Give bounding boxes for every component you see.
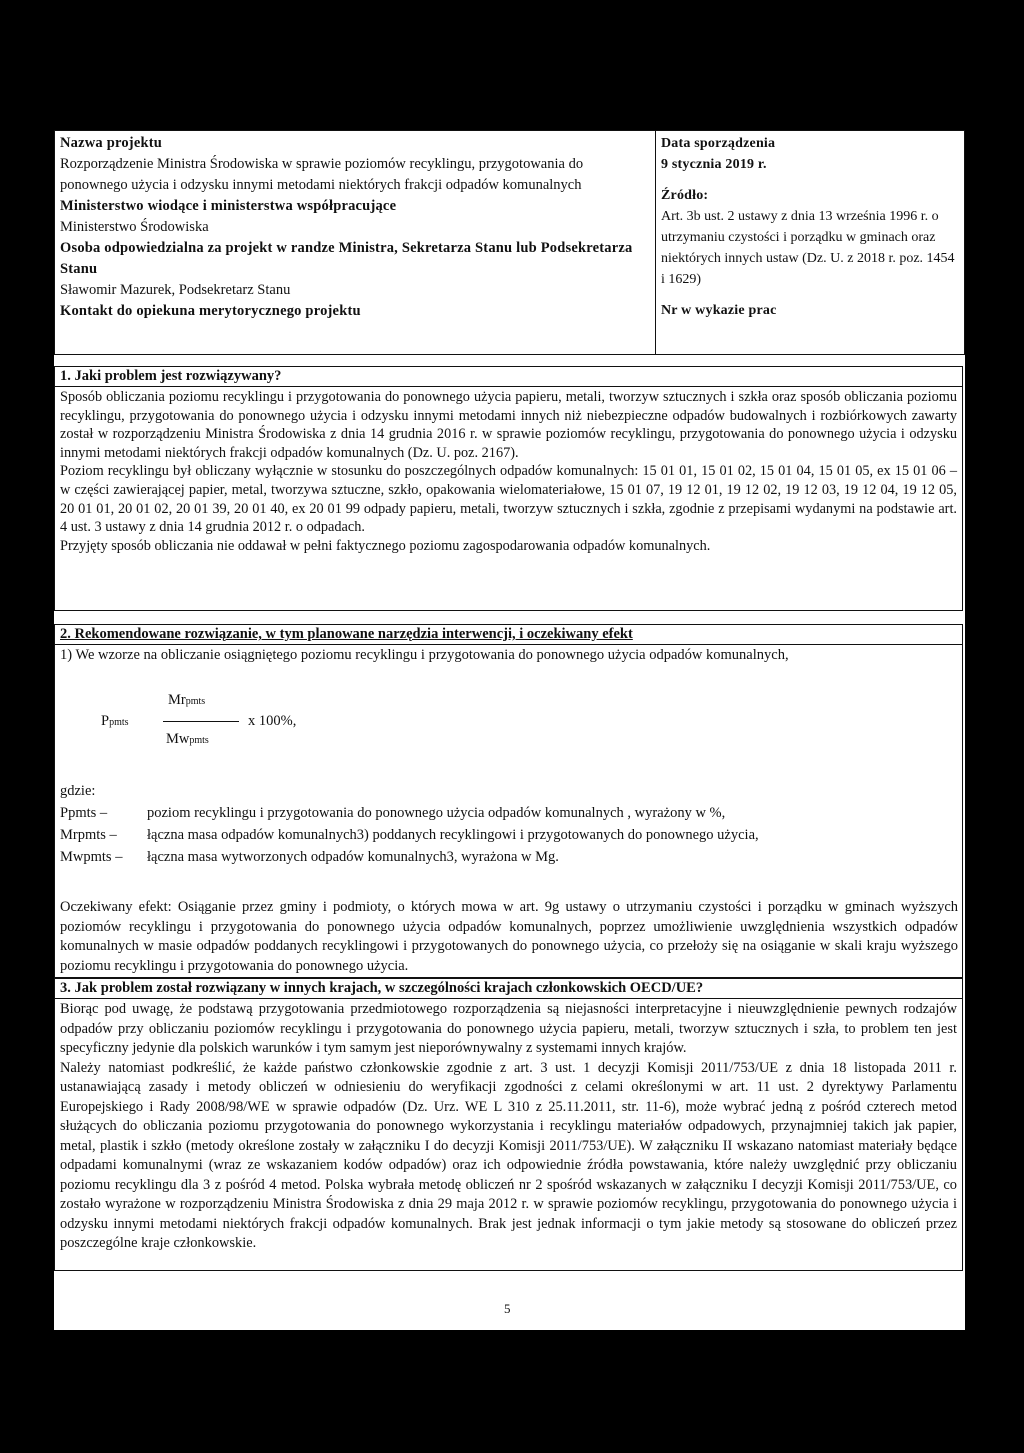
source-value: Art. 3b ust. 2 ustawy z dnia 13 września 1996 r. o utrzymaniu czystości i porządku w gminach oraz niektórych innych ustaw (Dz. U. z 2018 r. poz. 1454 i 1629) (661, 209, 955, 287)
source-label: Źródło: (661, 188, 709, 203)
definition-row (60, 846, 759, 868)
date-value: 9 stycznia 2019 r. (661, 157, 767, 172)
header-right-column (661, 133, 961, 321)
project-label: Nazwa projektu (60, 135, 163, 151)
section-1-paragraph: Poziom recyklingu był obliczany wyłącznie w stosunku do poszczególnych odpadów komunalnych: 15 01 01, 15 01 02, 15 01 04, 15 01 05, ex 15 01 06 – w części zawierającej papier, metal, tworzywa sztuczne, szkło, opakowania wielomateriałowe, 15 01 07, 19 12 01, 19 12 02, 19 12 03, 19 12 04, 19 12 05, 20 01 01, 20 01 02, 20 01 39, 20 01 40, ex 20 01 99 odpady papieru, metali, tworzyw sztucznych i szkła, zgodnie z przepisami wydanymi na podstawie art. 4 ust. 3 ustawy z dnia 14 grudnia 2012 r. o odpadach. (60, 463, 957, 536)
section-3 (54, 978, 963, 1271)
definition-value: łączna masa wytworzonych odpadów komunalnych3, wyrażona w Mg. (147, 849, 559, 865)
person-label: Osoba odpowiedzialna za projekt w randze Ministra, Sekretarza Stanu lub Podsekretarza Stanu (60, 240, 633, 277)
definition-key: Mrpmts – (60, 827, 117, 843)
header-divider (655, 131, 656, 354)
project-name: Rozporządzenie Ministra Środowiska w sprawie poziomów recyklingu, przygotowania do ponownego użycia i odzysku innymi metodami niektórych frakcji odpadów komunalnych (60, 156, 584, 193)
formula-denominator: Mwpmts (166, 731, 209, 747)
where-label: gdzie: (60, 783, 96, 799)
section-2-title: 2. Rekomendowane rozwiązanie, w tym planowane narzędzia interwencji, i oczekiwany efekt (55, 625, 962, 645)
header-left-column (60, 133, 650, 322)
expected-effect: Oczekiwany efekt: Osiąganie przez gminy i podmioty, o których mowa w art. 9g ustawy o utrzymaniu czystości i porządku w gminach wyższych poziomów recyklingu i przygotowania do ponownego użycia odpadów komunalnych, poprzez umożliwienie uwzględnienia wszystkich odpadów komunalnych w masie odpadów poddanych recyklingowi i przygotowanych do ponownego użycia, co przełoży się na osiąganie w skali kraju wyższego poziomu recyklingu i przygotowania do ponownego użycia. (60, 899, 958, 974)
ministry-label: Ministerstwo wiodące i ministerstwa współpracujące (60, 198, 397, 214)
section-1-body (55, 387, 962, 555)
section-2-intro: 1) We wzorze na obliczanie osiągniętego poziomu recyklingu i przygotowania do ponownego użycia odpadów komunalnych, (60, 647, 789, 663)
definition-value: poziom recyklingu i przygotowania do ponownego użycia odpadów komunalnych , wyrażony w %, (147, 805, 726, 821)
header-table (54, 130, 965, 355)
section-3-paragraph: Biorąc pod uwagę, że podstawą przygotowania przedmiotowego rozporządzenia są niejasności interpretacyjne i nieuwzględnienie pewnych rodzajów odpadów przy obliczaniu poziomów recyklingu i przygotowania do ponownego użycia papieru, metali, tworzyw sztucznych i szła, to problem ten jest specyficzny jedynie dla polskich warunków i tym samym jest nieporównywalny z systemami innych krajów. (60, 1001, 957, 1056)
person-value: Sławomir Mazurek, Podsekretarz Stanu (60, 282, 291, 298)
definition-row (60, 824, 759, 846)
contact-label: Kontakt do opiekuna merytorycznego projektu (60, 303, 361, 319)
section-1-title: 1. Jaki problem jest rozwiązywany? (55, 367, 962, 387)
ministry-value: Ministerstwo Środowiska (60, 219, 209, 235)
formula-multiplier: x 100%, (248, 713, 297, 729)
section-1-paragraph: Przyjęty sposób obliczania nie oddawał w pełni faktycznego poziomu zagospodarowania odpadów komunalnych. (60, 537, 711, 554)
definition-value: łączna masa odpadów komunalnych3) poddanych recyklingowi i przygotowanych do ponownego użycia, (147, 827, 759, 843)
formula-fraction-line (163, 721, 239, 722)
date-label: Data sporządzenia (661, 136, 776, 151)
section-1 (54, 366, 963, 611)
formula-numerator: Mrpmts (168, 692, 206, 708)
definition-row (60, 802, 759, 824)
section-3-body (55, 999, 962, 1254)
section-1-paragraph: Sposób obliczania poziomu recyklingu i przygotowania do ponownego użycia papieru, metali, tworzyw sztucznych i szkła oraz sposób obliczania poziomu recyklingu, przygotowania do ponownego użycia i odzysku innymi metodami innych niż niebezpieczne odpadów budowalnych i rozbiórkowych zawarty został w rozporządzeniu Ministra Środowiska z dnia 14 grudnia 2016 r. w sprawie poziomów recyklingu, przygotowania do ponownego użycia i odzysku innymi metodami niektórych frakcji odpadów komunalnych (Dz. U. poz. 2167). (60, 389, 957, 461)
document-page (54, 130, 965, 1330)
page-number: 5 (504, 1301, 511, 1316)
definition-key: Mwpmts – (60, 849, 123, 865)
section-2 (54, 624, 963, 978)
section-3-title: 3. Jak problem został rozwiązany w innych krajach, w szczególności krajach członkowskich OECD/UE? (55, 979, 962, 999)
section-3-paragraph: Należy natomiast podkreślić, że każde państwo członkowskie zgodnie z art. 3 ust. 1 decyzji Komisji 2011/753/UE z dnia 18 listopada 2011 r. ustanawiającą zasady i metody obliczeń w odniesieniu do weryfikacji zgodności z celami określonymi w art. 11 ust. 2 dyrektywy Parlamentu Europejskiego i Rady 2008/98/WE w sprawie odpadów (Dz. Urz. WE L 310 z 25.11.2011, str. 11-6), może wybrać jedną z pośród czterech metod służących do obliczania poziomu przygotowania do ponownego wykorzystania i recyklingu materiałów odpadowych, przynajmniej takich jak papier, metal, plastik i szkło (metody określone zostały w załączniku I do decyzji Komisji 2011/753/UE). W załączniku II wskazano natomiast materiały będące odpadami komunalnymi (wraz ze wskazaniem kodów odpadów) oraz ich odpowiednie źródła powstawania, które należy uwzględnić przy obliczaniu poziomu recyklingu dla 3 z pośród 4 metod. Polska wybrała metodę obliczeń nr 2 spośród wskazanych w załączniku I decyzji Komisji 2011/753/UE, co zostało wyrażone w rozporządzeniu Ministra Środowiska z dnia 29 maja 2012 r. w sprawie poziomów recyklingu, przygotowania do ponownego użycia i odzysku innymi metodami niektórych frakcji odpadów komunalnych. Brak jest jednak informacji o tym jakie metody są stosowane do obliczeń przez poszczególne kraje członkowskie. (60, 1059, 957, 1251)
formula-definitions (60, 780, 759, 868)
list-label: Nr w wykazie prac (661, 303, 777, 318)
definition-key: Ppmts – (60, 805, 108, 821)
formula-lhs: Ppmts (101, 713, 129, 729)
